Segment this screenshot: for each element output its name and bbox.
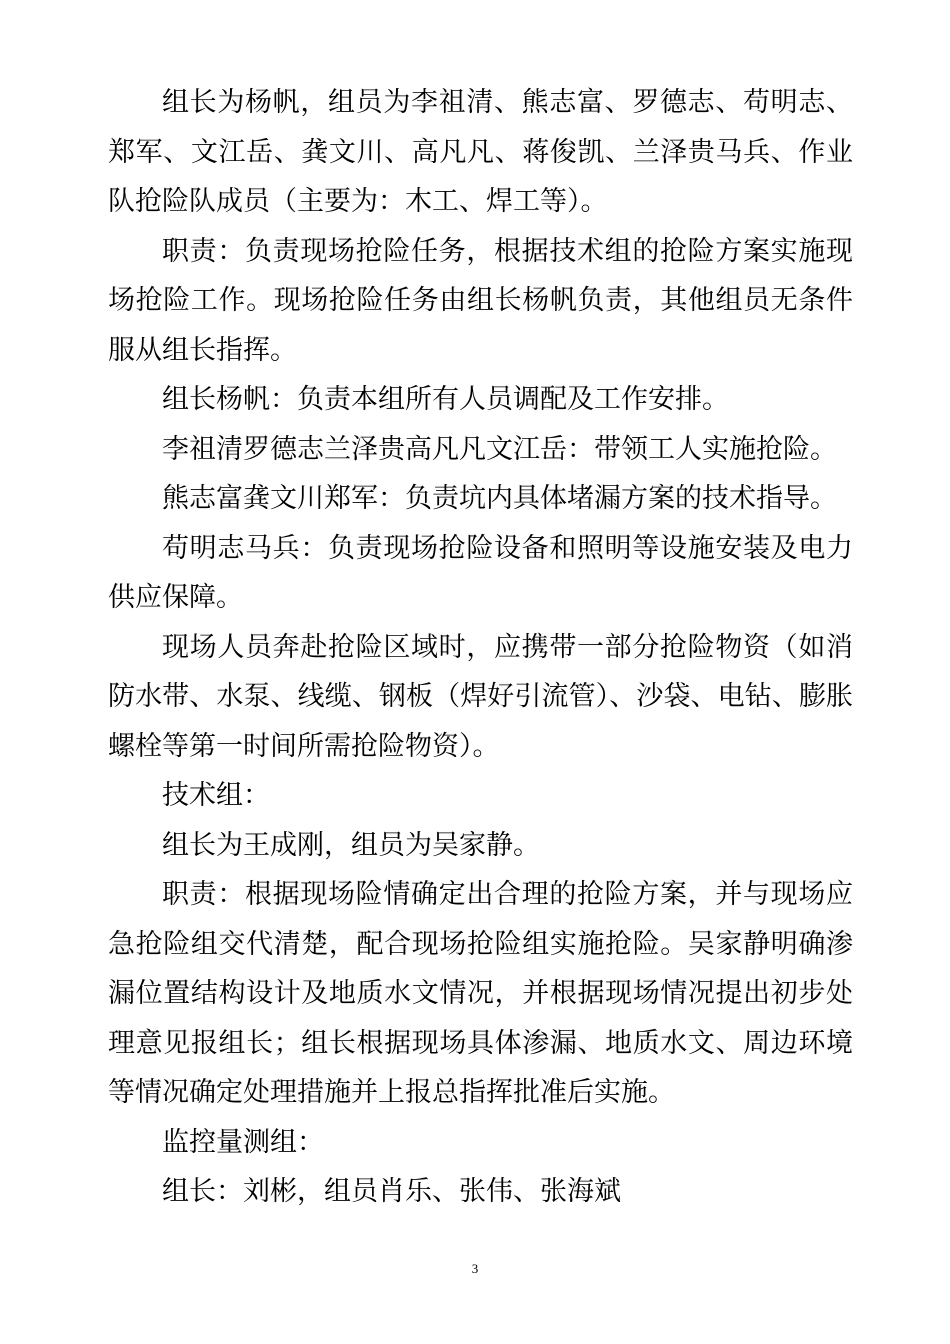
page-number: 3 <box>471 1261 479 1276</box>
paragraph-rescue-team-duties: 职责：负责现场抢险任务，根据技术组的抢险方案实施现场抢险工作。现场抢险任务由组长杨帆负责，其他组员无条件服从组长指挥。 <box>108 235 853 366</box>
paragraph-leader-yangfan: 组长杨帆：负责本组所有人员调配及工作安排。 <box>162 384 729 415</box>
heading-monitoring-group: 监控量测组： <box>162 1126 324 1158</box>
paragraph-rescue-supplies: 现场人员奔赴抢险区域时，应携带一部分抢险物资（如消防水带、水泵、线缆、钢板（焊好引流管）、沙袋、电钻、膨胀螺栓等第一时间所需抢险物资）。 <box>108 631 853 762</box>
paragraph-equipment-power: 苟明志马兵：负责现场抢险设备和照明等设施安装及电力供应保障。 <box>108 532 853 613</box>
paragraph-workers-lead: 李祖清罗德志兰泽贵高凡凡文江岳：带领工人实施抢险。 <box>162 433 837 465</box>
heading-technical-group: 技术组： <box>162 780 270 811</box>
paragraph-monitoring-members: 组长：刘彬，组员肖乐、张伟、张海斌 <box>162 1176 621 1207</box>
paragraph-technical-guidance: 熊志富龚文川郑军：负责坑内具体堵漏方案的技术指导。 <box>162 483 837 514</box>
paragraph-technical-members: 组长为王成刚，组员为吴家静。 <box>162 829 540 861</box>
paragraph-technical-duties: 职责：根据现场险情确定出合理的抢险方案，并与现场应急抢险组交代清楚，配合现场抢险组实施抢险。吴家静明确渗漏位置结构设计及地质水文情况，并根据现场情况提出初步处理意见报组长；组长根据现场具体渗漏、地质水文、周边环境等情况确定处理措施并上报总指挥批准后实施。 <box>108 879 853 1108</box>
paragraph-rescue-team-members: 组长为杨帆，组员为李祖清、熊志富、罗德志、苟明志、郑军、文江岳、龚文川、高凡凡、蒋俊凯、兰泽贵马兵、作业队抢险队成员（主要为：木工、焊工等）。 <box>108 87 853 217</box>
document-body <box>108 78 853 1217</box>
